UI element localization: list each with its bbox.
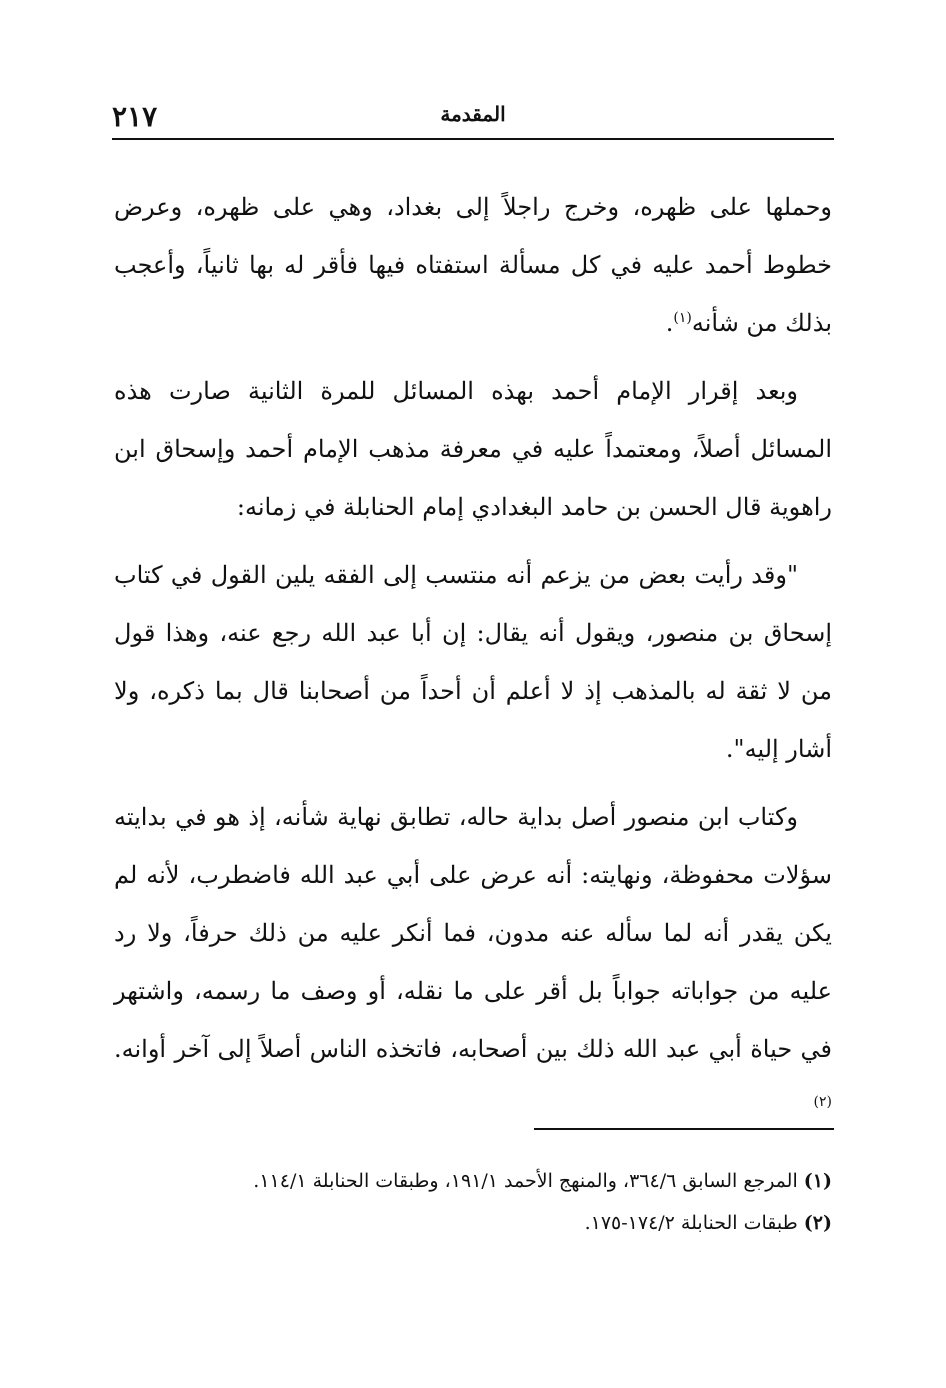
footnote-number: (٢) [803, 1212, 832, 1234]
footnote-rule [534, 1128, 834, 1130]
quote-paragraph [114, 546, 832, 778]
body-text [114, 178, 832, 1146]
footnote-text: المرجع السابق ٣٦٤/٦، والمنهج الأحمد ١٩١/١، وطبقات الحنابلة ١١٤/١. [253, 1170, 798, 1192]
running-title: المقدمة [440, 102, 506, 126]
paragraph-text: وبعد إقرار الإمام أحمد بهذه المسائل للمرة الثانية صارت هذه المسائل أصلاً، ومعتمداً عليه في معرفة مذهب الإمام أحمد وإسحاق ابن راهوية قال الحسن بن حامد البغدادي إمام الحنابلة في زمانه: [114, 377, 832, 521]
footnote-number: (١) [803, 1170, 832, 1192]
footnotes [114, 1160, 832, 1244]
footnote-ref-2: (٢) [813, 1094, 832, 1110]
paragraph-2 [114, 362, 832, 536]
paragraph-text: "وقد رأيت بعض من يزعم أنه منتسب إلى الفقه يلين القول في كتاب إسحاق بن منصور، ويقول أنه يقال: إن أبا عبد الله رجع عنه، وهذا قول من لا ثقة له بالمذهب إذ لا أعلم أن أحداً من أصحابنا قال بما ذكره، ولا أشار إليه". [114, 561, 832, 763]
paragraph-text: وحملها على ظهره، وخرج راجلاً إلى بغداد، وهي على ظهره، وعرض خطوط أحمد عليه في كل مسألة استفتاه فيها فأقر له بها ثانياً، وأعجب بذلك من شأنه [114, 193, 832, 337]
footnote-ref-1: (١) [673, 310, 692, 326]
footnote-1 [114, 1160, 832, 1202]
footnote-2 [114, 1202, 832, 1244]
footnote-text: طبقات الحنابلة ١٧٤/٢-١٧٥. [584, 1212, 798, 1234]
header-rule [112, 138, 834, 140]
page-header [112, 96, 834, 140]
paragraph-1 [114, 178, 832, 352]
paragraph-tail: . [665, 309, 674, 337]
paragraph-4 [114, 788, 832, 1136]
paragraph-text: وكتاب ابن منصور أصل بداية حاله، تطابق نهاية شأنه، إذ هو في بدايته سؤلات محفوظة، ونهايته: أنه عرض على أبي عبد الله فاضطرب، لأنه لم يكن يقدر أنه لما سأله عنه مدون، فما أنكر عليه من ذلك حرفاً، ولا رد عليه من جواباته جواباً بل أقر على ما نقله، أو وصف ما رسمه، واشتهر في حياة أبي عبد الله ذلك بين أصحابه، فاتخذه الناس أصلاً إلى آخر أوانه. [114, 803, 832, 1063]
page-number: ٢١٧ [112, 100, 158, 133]
